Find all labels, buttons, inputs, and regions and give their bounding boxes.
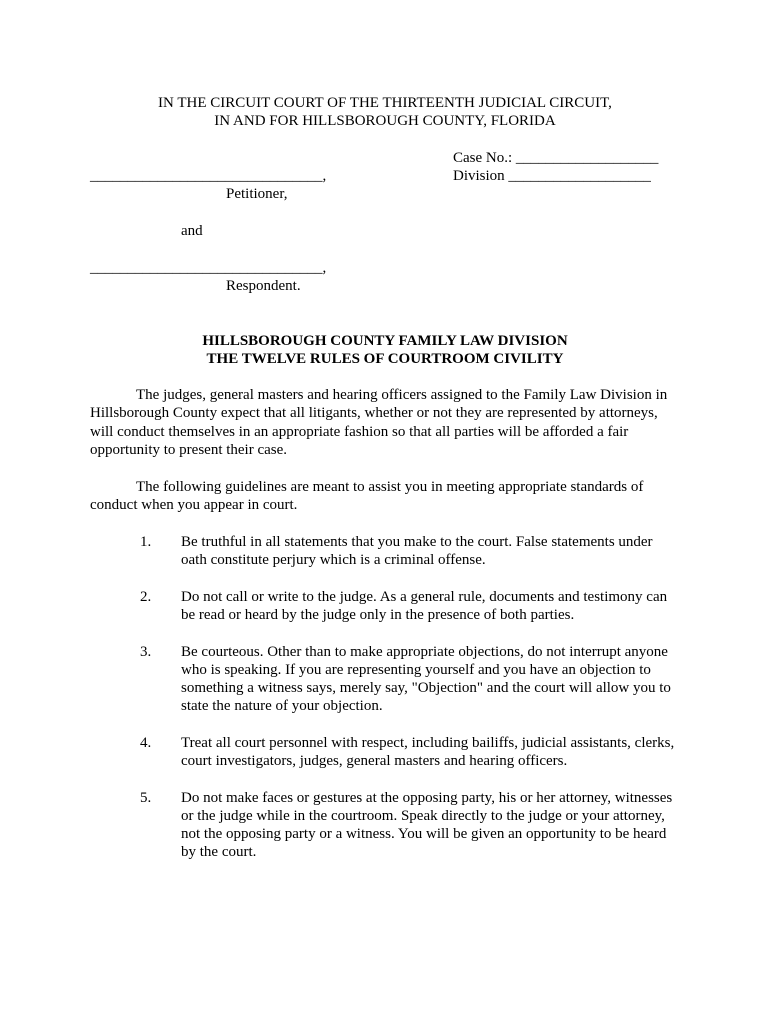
case-number-field: Case No.: ___________________ [453, 150, 659, 166]
intro-paragraph-1-line-2: Hillsborough County expect that all litigants, whether or not they are represented by attorneys, [90, 405, 658, 421]
petitioner-blank: _______________________________, [90, 168, 327, 184]
rule-number: 5. [140, 790, 152, 806]
rule-line: or the judge while in the courtroom. Speak directly to the judge or your attorney, [181, 808, 665, 824]
document-title-line-1: HILLSBOROUGH COUNTY FAMILY LAW DIVISION [202, 333, 568, 349]
rule-line: court investigators, judges, general masters and hearing officers. [181, 753, 568, 769]
intro-paragraph-1-line-4: opportunity to present their case. [90, 442, 288, 458]
and-label: and [181, 223, 203, 239]
rule-number: 4. [140, 735, 152, 751]
respondent-label: Respondent. [226, 278, 301, 294]
rule-line: Treat all court personnel with respect, including bailiffs, judicial assistants, clerks, [181, 735, 675, 751]
rule-line: not the opposing party or a witness. You will be given an opportunity to be heard [181, 826, 667, 842]
respondent-blank: _______________________________, [90, 260, 327, 276]
rule-line: be read or heard by the judge only in the presence of both parties. [181, 607, 575, 623]
rule-line: something a witness says, merely say, "Objection" and the court will allow you to [181, 680, 671, 696]
intro-paragraph-1-line-1: The judges, general masters and hearing officers assigned to the Family Law Division in [136, 387, 668, 403]
rule-line: oath constitute perjury which is a criminal offense. [181, 552, 486, 568]
rule-number: 1. [140, 534, 152, 550]
rule-line: who is speaking. If you are representing yourself and you have an objection to [181, 662, 651, 678]
court-header-line-1: IN THE CIRCUIT COURT OF THE THIRTEENTH JUDICIAL CIRCUIT, [158, 95, 612, 111]
rule-number: 2. [140, 589, 152, 605]
rule-line: Be courteous. Other than to make appropriate objections, do not interrupt anyone [181, 644, 668, 660]
intro-paragraph-2-line-2: conduct when you appear in court. [90, 497, 298, 513]
petitioner-label: Petitioner, [226, 186, 288, 202]
rule-line: state the nature of your objection. [181, 698, 383, 714]
rule-line: by the court. [181, 844, 257, 860]
rule-line: Do not make faces or gestures at the opposing party, his or her attorney, witnesses [181, 790, 673, 806]
rule-number: 3. [140, 644, 152, 660]
court-header-line-2: IN AND FOR HILLSBOROUGH COUNTY, FLORIDA [214, 113, 556, 129]
intro-paragraph-1-line-3: will conduct themselves in an appropriate fashion so that all parties will be afforded a fair [90, 424, 629, 440]
division-field: Division ___________________ [453, 168, 651, 184]
rule-line: Do not call or write to the judge. As a general rule, documents and testimony can [181, 589, 668, 605]
intro-paragraph-2-line-1: The following guidelines are meant to assist you in meeting appropriate standards of [136, 479, 644, 495]
document-title-line-2: THE TWELVE RULES OF COURTROOM CIVILITY [206, 351, 564, 367]
rule-line: Be truthful in all statements that you make to the court. False statements under [181, 534, 653, 550]
